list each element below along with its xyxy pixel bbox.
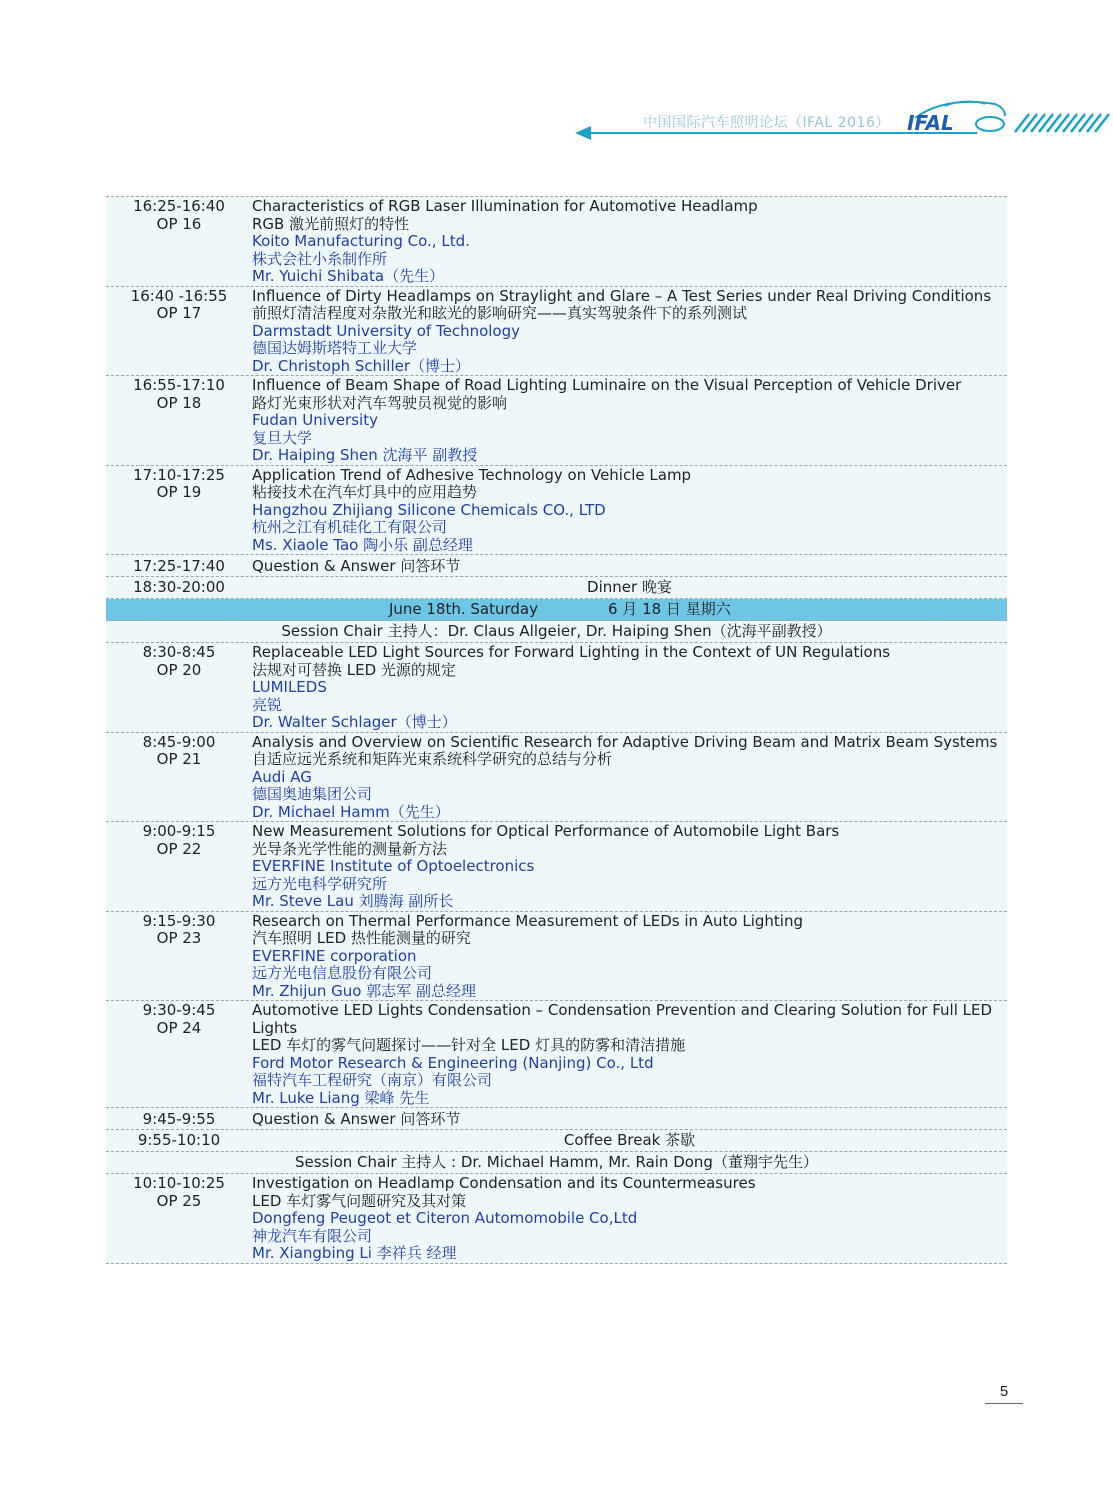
title-cn: LED 车灯雾气问题研究及其对策	[252, 1191, 467, 1210]
org-cn: 远方光电科学研究所	[252, 874, 388, 893]
paper-code: OP 25	[156, 1191, 202, 1210]
time: 9:30-9:45	[142, 1001, 216, 1019]
title-en: Analysis and Overview on Scientific Research for Adaptive Driving Beam and Matrix Beam Systems	[252, 732, 998, 751]
session-row	[106, 1174, 1007, 1264]
time: 18:30-20:00	[133, 578, 225, 596]
time: 9:15-9:30	[142, 911, 216, 930]
time-cell	[106, 733, 252, 822]
speaker	[252, 804, 1001, 822]
paper-code: OP 23	[156, 929, 202, 947]
time-cell	[106, 822, 252, 911]
time-cell	[106, 287, 252, 376]
time-cell	[106, 912, 252, 1001]
title-cn: 自适应远光系统和矩阵光束系统科学研究的总结与分析	[252, 750, 613, 768]
page-number: 5	[985, 1381, 1023, 1404]
speaker-en: Mr. Zhijun Guo	[252, 981, 362, 1000]
title-cn: LED 车灯的雾气问题探讨——针对全 LED 灯具的防雾和清洁措施	[252, 1036, 686, 1054]
session-chair-row: Session Chair 主持人 : Dr. Michael Hamm, Mr. Rain Dong（董翔宇先生）	[106, 1152, 1007, 1174]
org-en: Koito Manufacturing Co., Ltd.	[252, 232, 470, 250]
page-header	[575, 92, 1113, 142]
org-cn: 株式会社小糸制作所	[252, 249, 388, 268]
paper-code: OP 22	[156, 839, 202, 858]
content-cell	[252, 197, 1007, 286]
speaker	[252, 537, 1001, 555]
speaker	[252, 1090, 1001, 1108]
org-cn: 杭州之江有机硅化工有限公司	[252, 518, 448, 536]
title-en: Characteristics of RGB Laser Illumination for Automotive Headlamp	[252, 197, 758, 215]
session-row	[106, 376, 1007, 466]
speaker-cn: （先生）	[384, 267, 445, 285]
org-cn: 德国奥迪集团公司	[252, 785, 373, 803]
org-en: Dongfeng Peugeot et Citeron Automomobile Co,Ltd	[252, 1209, 638, 1227]
title-en: Investigation on Headlamp Condensation and its Countermeasures	[252, 1174, 756, 1192]
time-cell	[106, 1001, 252, 1107]
header-title: 中国国际汽车照明论坛（IFAL 2016）	[643, 115, 890, 131]
title-en: Influence of Beam Shape of Road Lighting Luminaire on the Visual Perception of Vehicle Driver	[252, 376, 962, 394]
session-row	[106, 822, 1007, 912]
title-en: Research on Thermal Performance Measurement of LEDs in Auto Lighting	[252, 911, 803, 930]
org-cn: 远方光电信息股份有限公司	[252, 964, 433, 982]
speaker-cn: 梁峰 先生	[364, 1088, 430, 1107]
qa-row	[106, 555, 1007, 577]
session-chair-row: Session Chair 主持人：Dr. Claus Allgeier, Dr. Haiping Shen（沈海平副教授）	[106, 621, 1007, 643]
coffee-break-row	[106, 1130, 1007, 1152]
speaker-en: Mr. Yuichi Shibata	[252, 267, 385, 285]
paper-code: OP 17	[156, 304, 202, 322]
title-cn: 路灯光束形状对汽车驾驶员视觉的影响	[252, 393, 508, 412]
org-cn: 德国达姆斯塔特工业大学	[252, 339, 418, 357]
title-cn: 前照灯清洁程度对杂散光和眩光的影响研究——真实驾驶条件下的系列测试	[252, 304, 748, 322]
speaker-en: Dr. Christoph Schiller	[252, 356, 411, 375]
ifal-logo-icon	[905, 94, 1113, 134]
title-cn: 法规对可替换 LED 光源的规定	[252, 660, 456, 679]
speaker-en: Mr. Xiangbing Li	[252, 1244, 372, 1262]
session-row	[106, 1001, 1007, 1108]
time: 17:25-17:40	[133, 557, 225, 575]
speaker	[252, 1245, 1001, 1263]
paper-code: OP 21	[156, 750, 202, 768]
logo-text: IFAL	[907, 111, 954, 134]
speaker-cn: （博士）	[396, 713, 457, 731]
time: 9:45-9:55	[142, 1110, 216, 1128]
title-en: Application Trend of Adhesive Technology on Vehicle Lamp	[252, 465, 692, 484]
title-cn: 汽车照明 LED 热性能测量的研究	[252, 929, 471, 947]
org-en: EVERFINE corporation	[252, 946, 417, 965]
content-cell	[252, 912, 1007, 1001]
speaker-en: Mr. Luke Liang	[252, 1088, 360, 1107]
time-cell	[106, 643, 252, 732]
title-en: Automotive LED Lights Condensation – Condensation Prevention and Clearing Solution for Full LED Lights	[252, 1001, 993, 1037]
time-cell	[106, 1174, 252, 1263]
speaker	[252, 447, 1001, 465]
title-en: New Measurement Solutions for Optical Performance of Automobile Light Bars	[252, 822, 840, 840]
speaker-en: Dr. Michael Hamm	[252, 802, 390, 821]
title-cn: RGB 激光前照灯的特性	[252, 214, 410, 233]
org-cn: 福特汽车工程研究（南京）有限公司	[252, 1071, 493, 1089]
content-cell	[252, 287, 1007, 376]
org-cn: 亮锐	[252, 695, 283, 714]
org-cn: 神龙汽车有限公司	[252, 1226, 373, 1245]
dinner-label: Dinner 晚宴	[587, 578, 672, 596]
schedule-table	[106, 196, 1007, 1264]
session-row	[106, 197, 1007, 287]
session-row	[106, 643, 1007, 733]
org-en: EVERFINE Institute of Optoelectronics	[252, 857, 535, 875]
speaker	[252, 983, 1001, 1001]
day-cn: 6 月 18 日 星期六	[608, 600, 731, 618]
speaker-en: Dr. Haiping Shen	[252, 446, 378, 464]
title-en: Replaceable LED Light Sources for Forward Lighting in the Context of UN Regulations	[252, 643, 891, 661]
paper-code: OP 18	[156, 393, 202, 412]
speaker-cn: 沈海平 副教授	[382, 446, 478, 464]
paper-code: OP 20	[156, 660, 202, 679]
speaker	[252, 358, 1001, 376]
content-cell	[252, 643, 1007, 732]
content-cell	[252, 466, 1007, 555]
coffee-label: Coffee Break 茶歇	[563, 1131, 696, 1149]
paper-code: OP 24	[156, 1018, 202, 1037]
speaker	[252, 714, 1001, 732]
speaker-cn: （博士）	[410, 356, 471, 375]
day-en: June 18th. Saturday	[388, 600, 538, 618]
org-en: Darmstadt University of Technology	[252, 321, 521, 340]
speaker-cn: 郭志军 副总经理	[366, 981, 477, 1000]
org-en: Ford Motor Research & Engineering (Nanjing) Co., Ltd	[252, 1053, 654, 1072]
title-en: Influence of Dirty Headlamps on Straylight and Glare – A Test Series under Real Driving Conditions	[252, 286, 992, 305]
session-row	[106, 287, 1007, 377]
session-row	[106, 466, 1007, 556]
paper-code: OP 16	[156, 214, 202, 233]
time: 9:00-9:15	[142, 822, 216, 840]
session-row	[106, 912, 1007, 1002]
content-cell	[252, 733, 1007, 822]
day-header-row	[106, 599, 1007, 621]
time-cell	[106, 197, 252, 286]
time: 16:55-17:10	[133, 376, 225, 394]
paper-code: OP 19	[156, 483, 202, 501]
title-cn: 光导条光学性能的测量新方法	[252, 839, 448, 858]
speaker-cn: 刘腾海 副所长	[358, 892, 454, 910]
title-cn: 粘接技术在汽车灯具中的应用趋势	[252, 483, 478, 501]
speaker	[252, 268, 1001, 286]
content-cell	[252, 1001, 1007, 1107]
speaker-en: Ms. Xiaole Tao	[252, 535, 359, 554]
org-en: LUMILEDS	[252, 678, 327, 696]
qa-label: Question & Answer 问答环节	[252, 557, 461, 575]
content-cell	[252, 376, 1007, 465]
time: 16:40 -16:55	[130, 286, 228, 305]
speaker-cn: （先生）	[389, 802, 450, 821]
time-cell	[106, 376, 252, 465]
time: 17:10-17:25	[133, 465, 225, 484]
speaker-en: Dr. Walter Schlager	[252, 713, 397, 731]
qa-label: Question & Answer 问答环节	[252, 1110, 461, 1128]
content-cell	[252, 1174, 1007, 1263]
org-en: Fudan University	[252, 411, 378, 429]
time: 8:30-8:45	[142, 643, 216, 661]
qa-row	[106, 1108, 1007, 1130]
org-en: Audi AG	[252, 767, 312, 786]
org-en: Hangzhou Zhijiang Silicone Chemicals CO., LTD	[252, 500, 606, 519]
speaker	[252, 893, 1001, 911]
time: 16:25-16:40	[133, 197, 225, 215]
dinner-row	[106, 577, 1007, 599]
speaker-en: Mr. Steve Lau	[252, 892, 354, 910]
time: 8:45-9:00	[142, 732, 216, 751]
time: 10:10-10:25	[133, 1174, 225, 1192]
session-row	[106, 733, 1007, 823]
time-cell	[106, 466, 252, 555]
speaker-cn: 李祥兵 经理	[376, 1244, 457, 1262]
content-cell	[252, 822, 1007, 911]
time: 9:55-10:10	[137, 1131, 221, 1149]
org-cn: 复旦大学	[252, 428, 313, 447]
speaker-cn: 陶小乐 副总经理	[363, 535, 473, 554]
